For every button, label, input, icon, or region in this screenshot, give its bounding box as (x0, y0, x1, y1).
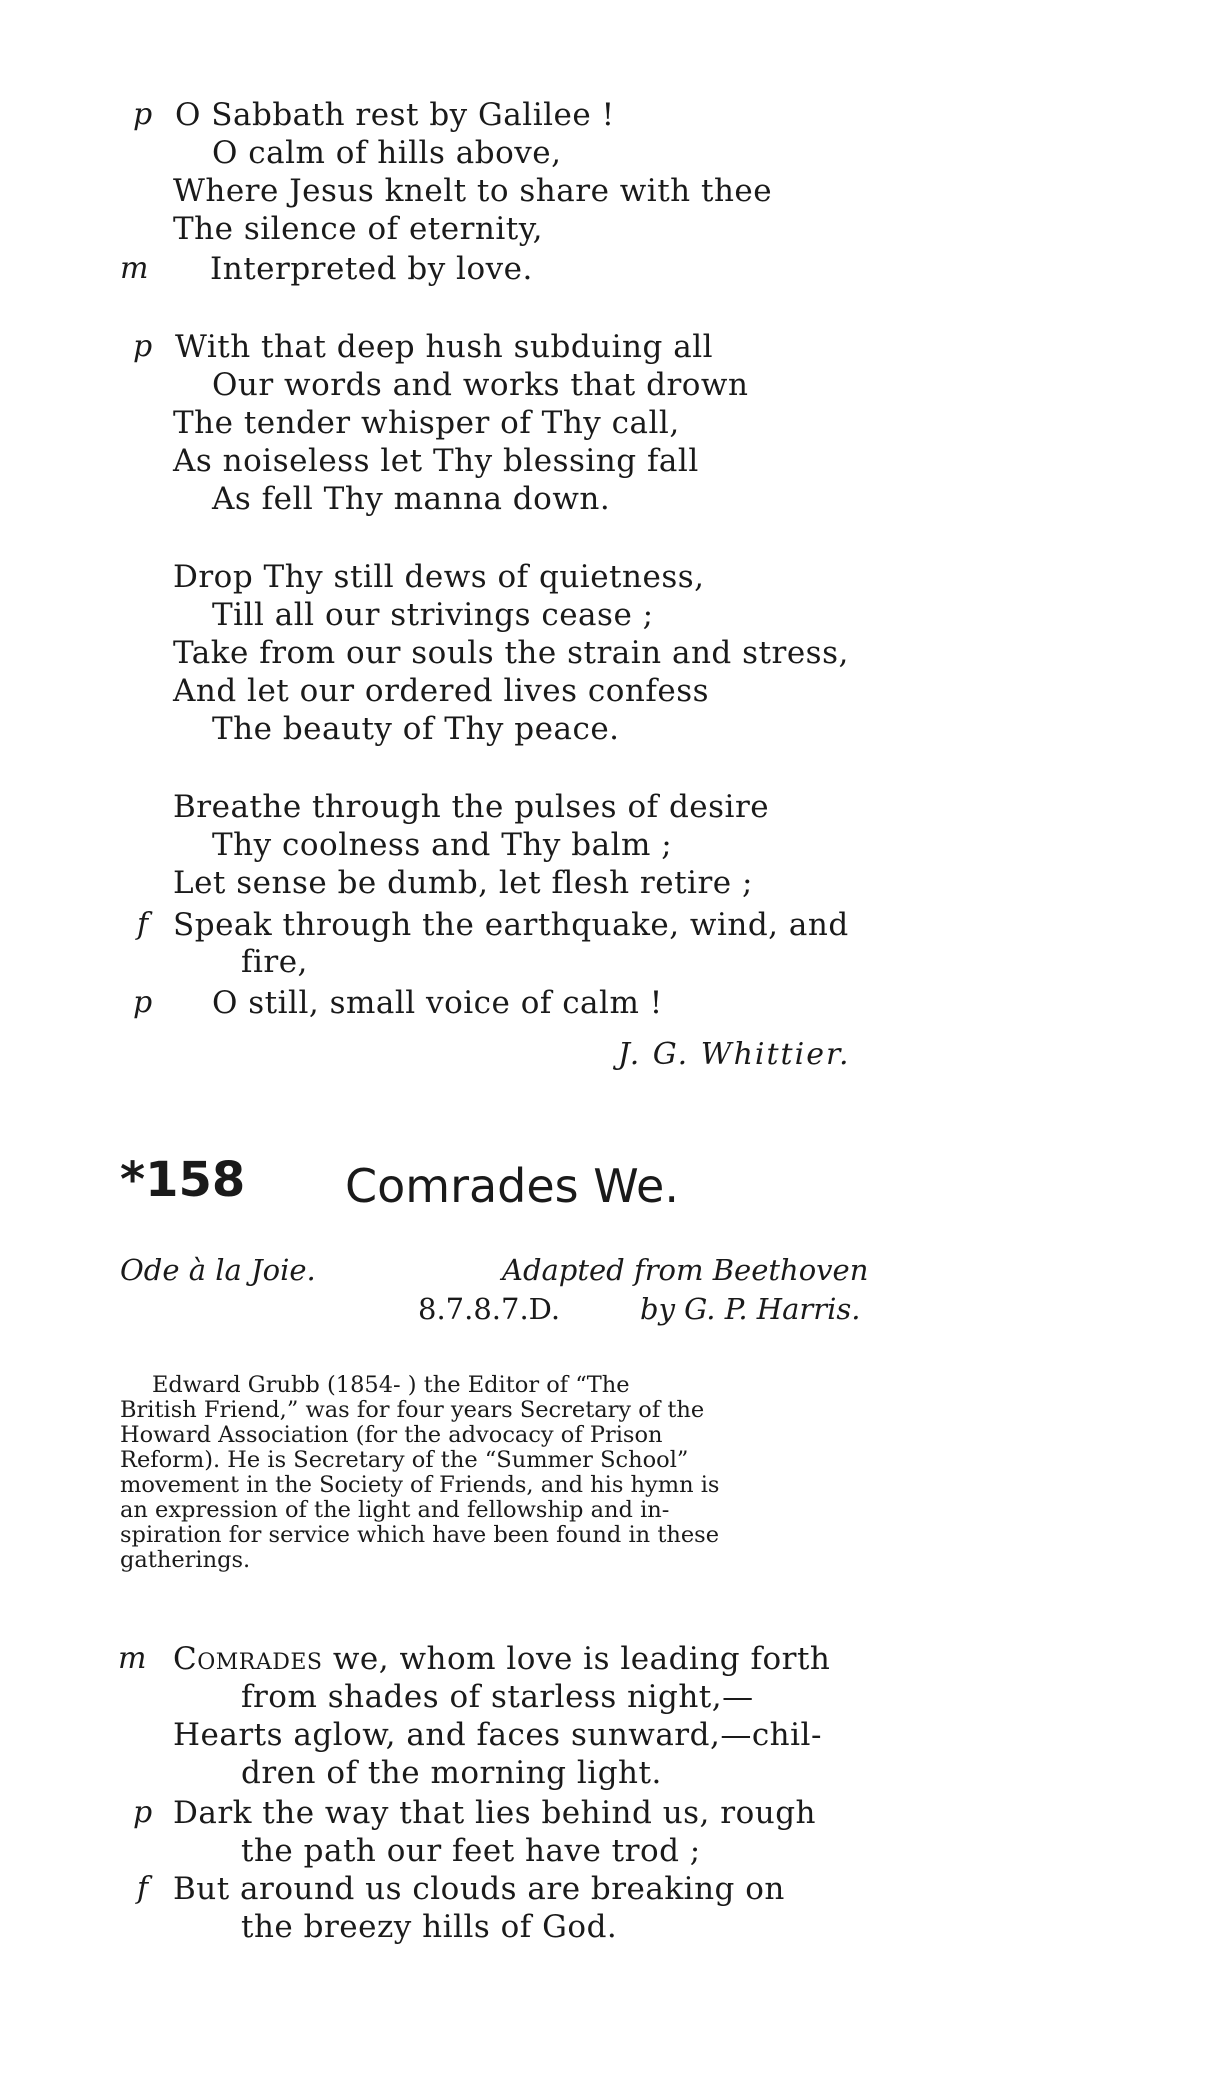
note-line: Edward Grubb (1854- ) the Editor of “The (152, 1372, 630, 1398)
verse-line: The silence of eternity, (173, 211, 543, 247)
dynamic-mark-piano: p (133, 329, 153, 364)
verse-line: Till all our strivings cease ; (212, 597, 654, 633)
verse-line: Speak through the earthquake, wind, and (173, 907, 849, 943)
verse-line: Hearts aglow, and faces sunward,—chil- (173, 1717, 822, 1753)
verse-line: O Sabbath rest by Galilee ! (175, 97, 615, 133)
verse-line-rest: we, whom love is leading forth (322, 1641, 831, 1677)
verse-line: Dark the way that lies behind us, rough (173, 1795, 817, 1831)
verse-line: fire, (241, 944, 308, 980)
tune-adaptation: Adapted from Beethoven (502, 1253, 869, 1287)
verse-line: Let sense be dumb, let flesh retire ; (173, 865, 753, 901)
hymn-number: *158 (120, 1152, 246, 1208)
verse-line-first (173, 1640, 830, 1678)
dynamic-mark-forte: f (137, 907, 149, 942)
dynamic-mark-mezzo: m (120, 251, 149, 286)
note-line: Reform). He is Secretary of the “Summer School” (120, 1447, 689, 1473)
verse-line: As noiseless let Thy blessing fall (173, 443, 699, 479)
verse-line: Drop Thy still dews of quietness, (173, 559, 705, 595)
verse-line: Interpreted by love. (210, 251, 533, 287)
verse-line: dren of the morning light. (241, 1755, 662, 1791)
note-line: movement in the Society of Friends, and his hymn is (120, 1472, 720, 1498)
note-line: gatherings. (120, 1547, 251, 1573)
verse-line: With that deep hush subduing all (175, 329, 714, 365)
tune-name: Ode à la Joie. (120, 1253, 316, 1287)
hymn-title: Comrades We. (345, 1159, 679, 1213)
opening-word: Comrades (173, 1641, 323, 1677)
dynamic-mark-forte: f (137, 1871, 149, 1906)
verse-line: the path our feet have trod ; (241, 1833, 701, 1869)
verse-line: Take from our souls the strain and stress, (173, 635, 849, 671)
note-line: British Friend,” was for four years Secretary of the (120, 1397, 705, 1423)
dynamic-mark-piano: p (133, 1795, 153, 1830)
tune-meter: 8.7.8.7.D. (418, 1292, 561, 1326)
note-line: an expression of the light and fellowship and in- (120, 1497, 670, 1523)
dynamic-mark-mezzo: m (118, 1641, 147, 1676)
verse-line: the breezy hills of God. (241, 1909, 618, 1945)
author-attribution: J. G. Whittier. (618, 1037, 851, 1072)
verse-line: But around us clouds are breaking on (173, 1871, 785, 1907)
verse-line: And let our ordered lives confess (173, 673, 710, 709)
verse-line: The tender whisper of Thy call, (173, 405, 680, 441)
verse-line: Thy coolness and Thy balm ; (212, 827, 673, 863)
dynamic-mark-piano: p (133, 985, 153, 1020)
tune-arranger: by G. P. Harris. (640, 1292, 861, 1326)
dynamic-mark-piano: p (133, 97, 153, 132)
verse-line: from shades of starless night,— (241, 1679, 754, 1715)
note-line: Howard Association (for the advocacy of Prison (120, 1422, 663, 1448)
verse-line: O calm of hills above, (212, 135, 562, 171)
note-line: spiration for service which have been found in these (120, 1522, 720, 1548)
verse-line: The beauty of Thy peace. (212, 711, 620, 747)
verse-line: O still, small voice of calm ! (212, 985, 663, 1021)
verse-line: As fell Thy manna down. (212, 481, 611, 517)
verse-line: Our words and works that drown (212, 367, 749, 403)
verse-line: Where Jesus knelt to share with thee (173, 173, 773, 209)
verse-line: Breathe through the pulses of desire (173, 789, 770, 825)
